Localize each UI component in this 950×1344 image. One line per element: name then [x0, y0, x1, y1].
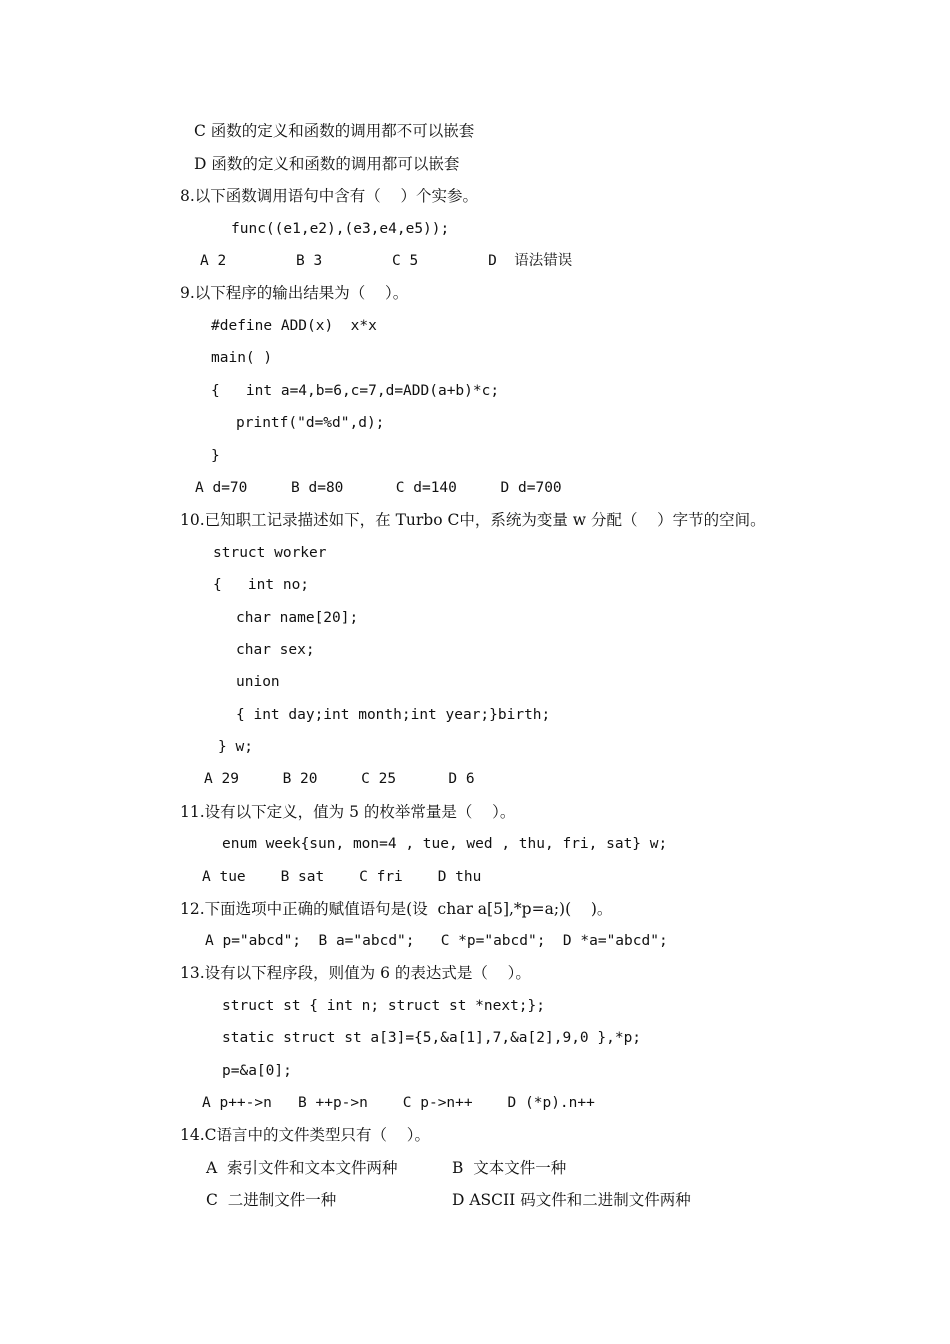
options-q8: A 2 B 3 C 5 D 语法错误: [200, 253, 573, 269]
code-line: { int no;: [213, 577, 310, 593]
question-11: 11.设有以下定义，值为 5 的枚举常量是（ ）。: [180, 803, 516, 821]
code-line: main( ): [211, 350, 273, 366]
options-q10: A 29 B 20 C 25 D 6: [204, 771, 475, 787]
option-c-q7: C 函数的定义和函数的调用都不可以嵌套: [194, 122, 475, 140]
options-q11: A tue B sat C fri D thu: [202, 869, 482, 885]
code-line: static struct st a[3]={5,&a[1],7,&a[2],9,0 },*p;: [222, 1030, 642, 1046]
code-line: func((e1,e2),(e3,e4,e5));: [231, 221, 450, 237]
question-13: 13.设有以下程序段，则值为 6 的表达式是（ ）。: [180, 964, 531, 982]
code-line: p=&a[0];: [222, 1063, 292, 1079]
code-line: printf("d=%d",d);: [236, 415, 385, 431]
code-line: } w;: [218, 739, 253, 755]
option-d-q7: D 函数的定义和函数的调用都可以嵌套: [194, 155, 460, 173]
options-q12: A p="abcd"; B a="abcd"; C *p="abcd"; D *a="abcd";: [205, 933, 668, 949]
code-line: { int a=4,b=6,c=7,d=ADD(a+b)*c;: [211, 383, 500, 399]
options-q9: A d=70 B d=80 C d=140 D d=700: [195, 480, 562, 496]
code-line: union: [236, 674, 280, 690]
option-d-q14: D ASCII 码文件和二进制文件两种: [452, 1191, 691, 1209]
code-line: enum week{sun, mon=4 , tue, wed , thu, fri, sat} w;: [222, 836, 668, 852]
question-10: 10.已知职工记录描述如下，在 Turbo C中，系统为变量 w 分配（ ）字节的空间。: [180, 511, 766, 529]
option-c-q14: C 二进制文件一种: [206, 1191, 337, 1209]
code-line: struct st { int n; struct st *next;};: [222, 998, 546, 1014]
options-q13: A p++->n B ++p->n C p->n++ D (*p).n++: [202, 1095, 595, 1111]
question-14: 14.C语言中的文件类型只有（ ）。: [180, 1126, 430, 1144]
option-b-q14: B 文本文件一种: [452, 1159, 567, 1177]
code-line: }: [211, 448, 220, 464]
code-line: { int day;int month;int year;}birth;: [236, 707, 551, 723]
question-12: 12.下面选项中正确的赋值语句是(设 char a[5],*p=a;)( )。: [180, 900, 613, 918]
question-9: 9.以下程序的输出结果为（ ）。: [180, 284, 409, 302]
question-8: 8.以下函数调用语句中含有（ ）个实参。: [180, 187, 478, 205]
option-a-q14: A 索引文件和文本文件两种: [206, 1159, 398, 1177]
code-line: #define ADD(x) x*x: [211, 318, 377, 334]
code-line: char sex;: [236, 642, 315, 658]
code-line: char name[20];: [236, 610, 359, 626]
code-line: struct worker: [213, 545, 327, 561]
